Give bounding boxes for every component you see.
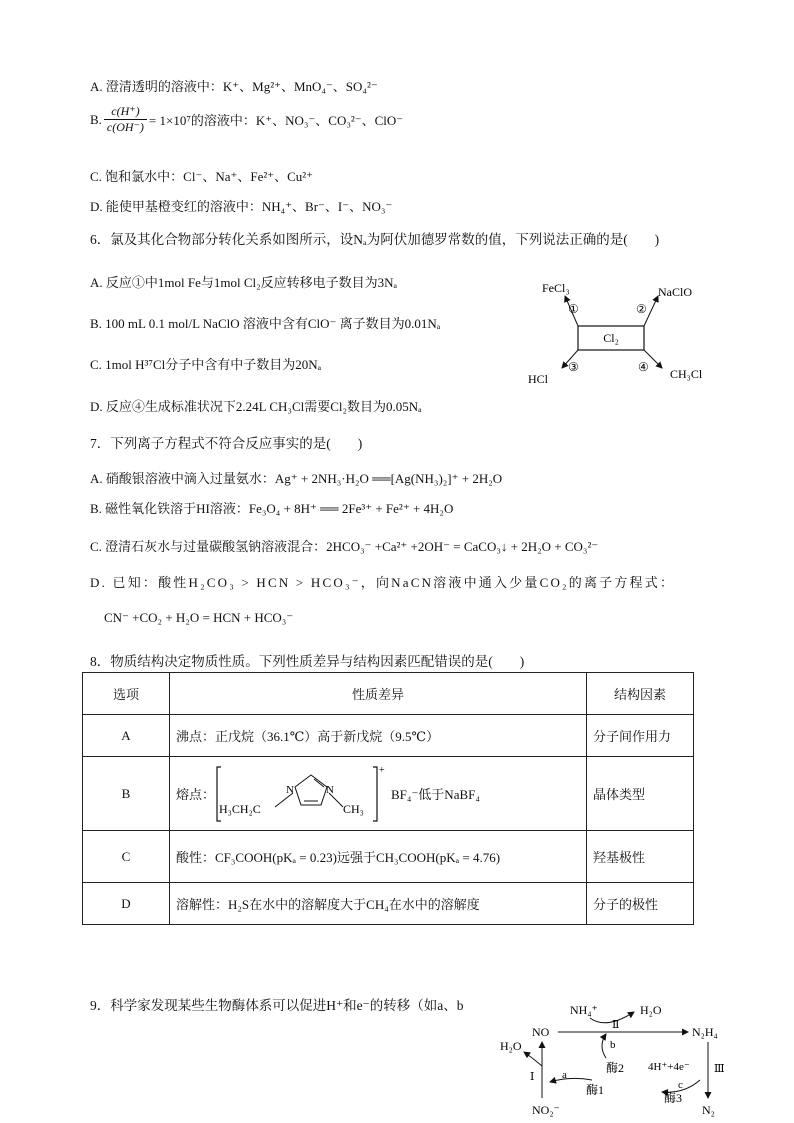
h2o-top-label: H₂O <box>640 1003 662 1017</box>
row-d-property: 溶解性：H₂S在水中的溶解度大于CH₄在水中的溶解度 <box>170 883 587 925</box>
table-header-row <box>83 673 694 715</box>
q7-option-c: C. 澄清石灰水与过量碳酸氢钠溶液混合：2HCO₃⁻ +Ca²⁺ +2OH⁻ = CaCO₃↓ + 2H₂O + CO₃²⁻ <box>90 539 599 554</box>
step-c-label: c <box>678 1079 683 1091</box>
ratio-denominator: c(OH⁻) <box>106 120 144 134</box>
ratio-numerator: c(H⁺) <box>104 104 147 120</box>
ch3cl-label: CH₃Cl <box>670 367 703 381</box>
q6-option-c: C. 1mol H³⁷Cl分子中含有中子数目为20Nₐ <box>90 357 322 372</box>
q5-option-d: D. 能使甲基橙变红的溶液中：NH₄⁺、Br⁻、I⁻、NO₃⁻ <box>90 199 393 214</box>
table-row <box>83 715 694 757</box>
row-c-property: 酸性：CF₃COOH(pKₐ = 0.23)远强于CH₃COOH(pKₐ = 4.76) <box>170 831 587 883</box>
imidazolium-structure <box>215 763 385 825</box>
q7-option-a: A. 硝酸银溶液中滴入过量氨水：Ag⁺ + 2NH₃·H₂O ══[Ag(NH₃)₂]⁺ + 2H₂O <box>90 471 503 486</box>
step-a-label: a <box>562 1069 567 1081</box>
row-a-option: A <box>83 715 170 757</box>
q5-option-b-text: = 1×10⁷的溶液中：K⁺、NO₃⁻、CO₃²⁻、ClO⁻ <box>148 113 404 128</box>
row-d-option: D <box>83 883 170 925</box>
q6-option-b: B. 100 mL 0.1 mol/L NaClO 溶液中含有ClO⁻ 离子数目为0.01Nₐ <box>90 316 441 331</box>
arrow-b <box>602 1034 606 1058</box>
row-a-property: 沸点：正戊烷（36.1℃）高于新戊烷（9.5℃） <box>170 715 587 757</box>
no2-label: NO₂⁻ <box>532 1103 560 1117</box>
header-property: 性质差异 <box>170 673 587 715</box>
step-1-label: ① <box>568 302 579 316</box>
reaction-2-label: Ⅱ <box>612 1019 620 1031</box>
reaction-1-label: Ⅰ <box>530 1071 535 1083</box>
step-b-label: b <box>610 1039 616 1051</box>
chlorine-diagram <box>520 276 720 392</box>
row-b-property-suffix: BF₄⁻低于NaBF₄ <box>391 787 480 802</box>
row-b-property-prefix: 熔点： <box>176 787 216 802</box>
q5-option-a: A. 澄清透明的溶液中：K⁺、Mg²⁺、MnO₄⁻、SO₄²⁻ <box>90 79 378 94</box>
row-b-option: B <box>83 757 170 831</box>
step-2-label: ② <box>636 302 647 316</box>
row-b-property <box>170 757 587 831</box>
q6-option-a: A. 反应①中1mol Fe与1mol Cl₂反应转移电子数目为3Nₐ <box>90 275 398 290</box>
enzyme-2-label: 酶2 <box>606 1061 625 1075</box>
n2-label: N₂ <box>702 1103 715 1117</box>
electron-label: 4H⁺+4e⁻ <box>648 1061 690 1073</box>
hcl-label: HCl <box>528 372 549 386</box>
row-c-option: C <box>83 831 170 883</box>
q6-stem: 6．氯及其化合物部分转化关系如图所示，设Nₐ为阿伏加德罗常数的值，下列说法正确的是( ) <box>90 232 660 247</box>
q7-stem: 7．下列离子方程式不符合反应事实的是( ) <box>90 436 363 451</box>
enzyme-diagram <box>494 994 734 1120</box>
table-row <box>83 831 694 883</box>
reaction-3-label: Ⅲ <box>714 1063 725 1075</box>
cation-charge: + <box>379 764 385 776</box>
cl2-label: Cl₂ <box>603 331 619 345</box>
fecl3-label: FeCl₃ <box>542 281 570 295</box>
header-factor: 结构因素 <box>587 673 694 715</box>
h2o-left-label: H₂O <box>500 1039 522 1053</box>
table-row <box>83 757 694 831</box>
step-4-label: ④ <box>638 360 649 374</box>
nitrogen-2: N <box>326 783 334 796</box>
row-c-factor: 羟基极性 <box>587 831 694 883</box>
row-d-factor: 分子的极性 <box>587 883 694 925</box>
q9-stem: 9．科学家发现某些生物酶体系可以促进H⁺和e⁻的转移（如a、b <box>90 998 464 1013</box>
naclo-label: NaClO <box>658 285 692 299</box>
q7-option-b: B. 磁性氧化铁溶于HI溶液：Fe₃O₄ + 8H⁺ ══ 2Fe³⁺ + Fe²⁺ + 4H₂O <box>90 501 454 516</box>
n2h4-label: N₂H₄ <box>692 1025 718 1039</box>
arrow-to-h2o <box>524 1052 542 1066</box>
q8-table <box>82 672 694 925</box>
step-3-label: ③ <box>568 360 579 374</box>
arrow-a <box>550 1078 592 1082</box>
enzyme-3-label: 酶3 <box>664 1091 683 1105</box>
enzyme-1-label: 酶1 <box>586 1083 605 1097</box>
row-b-factor: 晶体类型 <box>587 757 694 831</box>
q8-stem: 8．物质结构决定物质性质。下列性质差异与结构因素匹配错误的是( ) <box>90 654 525 669</box>
no-label: NO <box>532 1025 550 1039</box>
concentration-ratio <box>104 104 147 135</box>
table-row <box>83 883 694 925</box>
q5-option-b-label: B. <box>90 111 102 127</box>
nitrogen-1: N <box>286 783 294 796</box>
header-option: 选项 <box>83 673 170 715</box>
row-a-factor: 分子间作用力 <box>587 715 694 757</box>
q7-option-d: D. 已知：酸性H₂CO₃ > HCN > HCO₃⁻，向NaCN溶液中通入少量CO₂的离子方程式： <box>90 575 676 590</box>
ethyl-group: H₃CH₂C <box>219 801 261 816</box>
q5-option-c: C. 饱和氯水中：Cl⁻、Na⁺、Fe²⁺、Cu²⁺ <box>90 169 314 184</box>
q6-option-d: D. 反应④生成标准状况下2.24L CH₃Cl需要Cl₂数目为0.05Nₐ <box>90 399 422 414</box>
q7-option-d-equation: CN⁻ +CO₂ + H₂O = HCN + HCO₃⁻ <box>104 610 294 625</box>
q5-option-b <box>90 104 403 135</box>
nh4-label: NH₄⁺ <box>570 1003 598 1017</box>
methyl-group: CH₃ <box>343 801 364 816</box>
